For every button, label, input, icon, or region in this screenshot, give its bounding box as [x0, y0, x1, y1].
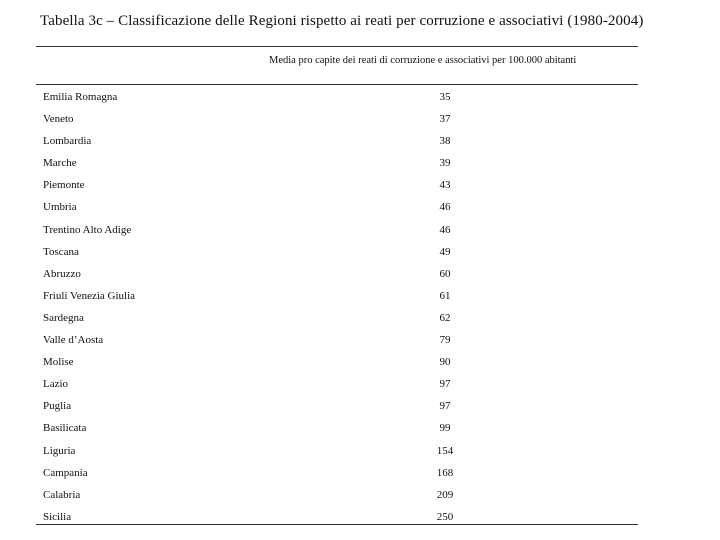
table-row: [0, 243, 720, 265]
table-row: [0, 353, 720, 375]
table-row: [0, 442, 720, 464]
table-body: [0, 88, 720, 530]
region-cell: Trentino Alto Adige: [43, 223, 132, 236]
table-title: Tabella 3c – Classificazione delle Regioni rispetto ai reati per corruzione e associativi (1980-2004): [40, 13, 644, 29]
value-cell: 97: [439, 378, 451, 391]
table-row: [0, 375, 720, 397]
value-cell: 61: [439, 289, 451, 302]
value-cell: 154: [436, 444, 454, 457]
column-header: Media pro capite dei reati di corruzione e associativi per 100.000 abitanti: [269, 55, 577, 66]
table-row: [0, 176, 720, 198]
table-row: [0, 508, 720, 530]
region-cell: Sardegna: [43, 311, 84, 324]
table-row: [0, 464, 720, 486]
value-cell: 38: [439, 135, 451, 148]
value-cell: 79: [439, 334, 451, 347]
region-cell: Emilia Romagna: [43, 91, 118, 103]
region-cell: Lazio: [43, 378, 69, 391]
region-cell: Puglia: [43, 400, 72, 413]
value-cell: 37: [439, 113, 451, 126]
table-row: [0, 331, 720, 353]
table-row: [0, 287, 720, 309]
region-cell: Molise: [43, 356, 74, 369]
value-cell: 46: [439, 223, 451, 236]
region-cell: Veneto: [43, 113, 74, 126]
header-rule: [36, 84, 638, 85]
value-cell: 49: [439, 245, 451, 258]
region-cell: Calabria: [43, 488, 81, 501]
region-cell: Piemonte: [43, 179, 85, 192]
table-row: [0, 198, 720, 220]
value-cell: 99: [439, 422, 451, 435]
value-cell: 39: [439, 157, 451, 170]
region-cell: Campania: [43, 466, 88, 479]
value-cell: 97: [439, 400, 451, 413]
table-row: [0, 419, 720, 441]
table-row: [0, 486, 720, 508]
table-row: [0, 110, 720, 132]
region-cell: Basilicata: [43, 422, 87, 435]
region-cell: Valle d’Aosta: [43, 334, 104, 347]
value-cell: 35: [439, 91, 451, 103]
value-cell: 60: [439, 267, 451, 280]
table-top-rule: [36, 46, 638, 47]
table-row: [0, 221, 720, 243]
table-row: [0, 265, 720, 287]
region-cell: Friuli Venezia Giulia: [43, 289, 136, 302]
region-cell: Abruzzo: [43, 267, 81, 280]
value-cell: 209: [436, 488, 454, 501]
value-cell: 250: [436, 510, 454, 523]
table-row: [0, 88, 720, 110]
region-cell: Liguria: [43, 444, 76, 457]
region-cell: Umbria: [43, 201, 77, 214]
table-bottom-rule: [36, 524, 638, 525]
value-cell: 46: [439, 201, 451, 214]
region-cell: Lombardia: [43, 135, 92, 148]
value-cell: 90: [439, 356, 451, 369]
region-cell: Toscana: [43, 245, 79, 258]
table-row: [0, 154, 720, 176]
region-cell: Marche: [43, 157, 77, 170]
table-row: [0, 132, 720, 154]
region-cell: Sicilia: [43, 510, 72, 523]
table-row: [0, 397, 720, 419]
value-cell: 62: [439, 311, 451, 324]
table-row: [0, 309, 720, 331]
value-cell: 168: [436, 466, 454, 479]
value-cell: 43: [439, 179, 451, 192]
